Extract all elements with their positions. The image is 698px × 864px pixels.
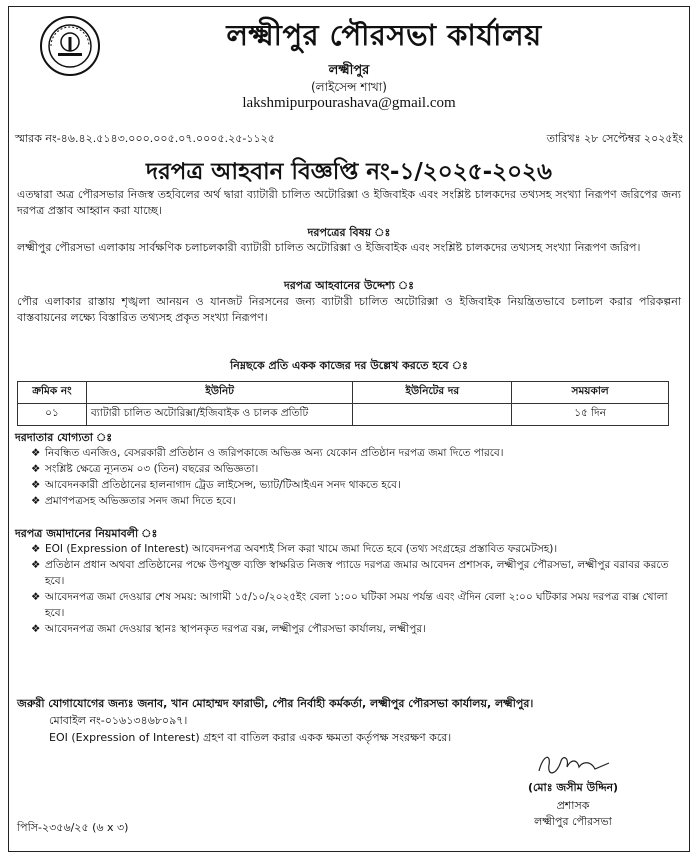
cell-duration: ১৫ দিন: [512, 404, 669, 426]
purpose-heading: দরপত্র আহবানের উদ্দেশ্য ঃ: [283, 279, 415, 292]
list-item: ❖ আবেদনপত্র জমা দেওয়ার শেষ সময়: আগামী ১৫/১০/২০২৫ইং বেলা ১:০০ ঘটিকা সময় পর্যন্ত এবং ঐদিন বেলা ২:০০ ঘটিকার সময় দরপত্র বাক্স খোলা হবে।: [31, 591, 668, 619]
bullet-icon: ❖: [31, 447, 41, 459]
col-unit-rate: ইউনিটের দর: [353, 382, 512, 404]
col-serial: ক্রমিক নং: [18, 382, 87, 404]
office-name: লক্ষ্মীপুর পৌরসভা কার্যালয়: [226, 18, 542, 52]
list-item: ❖ নিবন্ধিত এনজিও, বেসরকারী প্রতিষ্ঠান ও জরিপকাজে অভিজ্ঞ অন্য যেকোন প্রতিষ্ঠান দরপত্র জমা দিতে পারবে।: [31, 447, 504, 459]
bullet-icon: ❖: [31, 623, 41, 635]
letterhead: [9, 7, 689, 115]
notice-page: [8, 6, 690, 852]
memo-date: তারিখঃ ২৮ সেপ্টেম্বর ২০২৫ইং: [546, 132, 683, 145]
pc-number: পিসি-২৩৫৬/২৫ (৬ x ৩): [17, 821, 129, 834]
cell-unit-rate: [353, 404, 512, 426]
list-item: ❖ প্রতিষ্ঠান প্রধান অথবা প্রতিষ্ঠানের পক্ষে উপযুক্ত ব্যক্তি স্বাক্ষরিত নিজস্ব প্যাডে দরপত্র জমার আবেদন প্রশাসক, লক্ষ্মীপুর পৌরসভা, লক্ষ্মীপুর বরাবর করতে হবে।: [31, 559, 669, 587]
purpose-text: পৌর এলাকার রাস্তায় শৃঙ্খলা আনয়ন ও যানজট নিরসনের জন্য ব্যাটারী চালিত অটোরিক্সা ও ইজিবাইক নিয়ন্ত্রিতভাবে চলাচল করার পরিকল্পনা বাস্তবায়নের লক্ষ্যে বিস্তারিত তথ্যসহ প্রকৃত সংখ্যা নিরূপণ।: [17, 295, 681, 324]
bullet-icon: ❖: [31, 495, 41, 507]
list-item: ❖ প্রমাণপত্রসহ অভিজ্ঞতার সনদ জমা দিতে হবে।: [31, 495, 236, 507]
table-header-row: [18, 382, 669, 404]
list-item: ❖ আবেদনপত্র জমা দেওয়ার স্থানঃ স্থাপনকৃত দরপত্র বক্স, লক্ষ্মীপুর পৌরসভা কার্যালয়, লক্ষ্মীপুর।: [31, 623, 426, 635]
bullet-icon: ❖: [31, 479, 41, 491]
eligibility-list: [31, 445, 669, 509]
signatory-name: (মোঃ জসীম উদ্দিন): [527, 781, 619, 794]
cell-serial: ০১: [18, 404, 87, 426]
eligibility-heading: দরদাতার যোগ্যতা ঃ: [15, 431, 113, 444]
bullet-icon: ❖: [31, 463, 41, 475]
cell-unit: ব্যাটারী চালিত অটোরিক্সা/ইজিবাইক ও চালক প্রতিটি: [86, 404, 353, 426]
eoi-authority-note: EOI (Expression of Interest) গ্রহণ বা বাতিল করার একক ক্ষমতা কর্তৃপক্ষ সংরক্ষণ করে।: [49, 731, 452, 744]
bullet-icon: ❖: [31, 543, 41, 555]
memo-reference: স্মারক নং-৪৬.৪২.৫১৪৩.০০০.০০৫.০৭.০০০৫.২৫-১১২৫: [15, 132, 275, 145]
rate-heading: নিম্নছকে প্রতি একক কাজের দর উল্লেখ করতে হবে ঃ: [230, 359, 468, 372]
col-unit: ইউনিট: [86, 382, 353, 404]
rules-list: [31, 541, 669, 637]
signatory-office: লক্ষ্মীপুর পৌরসভা: [534, 815, 612, 828]
rate-table: [17, 381, 669, 426]
subject-heading: দরপত্রের বিষয় ঃ: [307, 226, 391, 239]
table-row: [18, 404, 669, 426]
bullet-icon: ❖: [31, 591, 41, 603]
list-item: ❖ EOI (Expression of Interest) আবেদনপত্র অবশ্যই সিল করা খামে জমা দিতে হবে (তথ্য সংগ্রহের প্রস্তাবিত ফরমেটসহ)।: [31, 543, 558, 555]
mobile-number: মোবাইল নং-০১৬১৩৪৬৮০৯৭।: [49, 714, 188, 727]
list-item: ❖ আবেদনকারী প্রতিষ্ঠানের হালনাগাদ ট্রেড লাইসেন্স, ভ্যাট/টিআইএন সনদ থাকতে হবে।: [31, 479, 401, 491]
list-item: ❖ সংশ্লিষ্ট ক্ষেত্রে ন্যূনতম ০৩ (তিন) বছরের অভিজ্ঞতা।: [31, 463, 259, 475]
urgent-contact: জরুরী যোগাযোগের জন্যঃ জনাব, খান মোহাম্মদ ফারাভী, পৌর নির্বাহী কর্মকর্তা, লক্ষ্মীপুর পৌরসভা কার্যালয়, লক্ষ্মীপুর।: [17, 697, 534, 710]
branch-name: (লাইসেন্স শাখা): [311, 80, 387, 94]
signature-icon: [499, 749, 649, 779]
notice-title: দরপত্র আহবান বিজ্ঞপ্তি নং-১/২০২৫-২০২৬: [146, 159, 552, 185]
office-email: lakshmipurpourashava@gmail.com: [242, 95, 456, 111]
signatory-title: প্রশাসক: [556, 799, 590, 812]
office-location: লক্ষ্মীপুর: [328, 63, 370, 78]
intro-paragraph: এতদ্বারা অত্র পৌরসভার নিজস্ব তহবিলের অর্থ দ্বারা ব্যাটারী চালিত অটোরিক্সা ও ইজিবাইক এবং সংশ্লিষ্ট চালকদের তথ্যসহ সংখ্যা নিরূপণ জরিপের জন্য দরপত্র প্রস্তাব আহ্বান করা যাচ্ছে।: [17, 188, 681, 217]
rules-heading: দরপত্র জমাদানের নিয়মাবলী ঃ: [15, 527, 158, 540]
bullet-icon: ❖: [31, 559, 41, 571]
col-duration: সময়কাল: [512, 382, 669, 404]
subject-text: লক্ষ্মীপুর পৌরসভা এলাকায় সার্বক্ষণিক চলাচলকারী ব্যাটারী চালিত অটোরিক্সা ও ইজিবাইক এবং সংশ্লিষ্ট চালকদের তথ্যসহ সংখ্যা নিরূপণ জরিপ।: [17, 241, 641, 254]
